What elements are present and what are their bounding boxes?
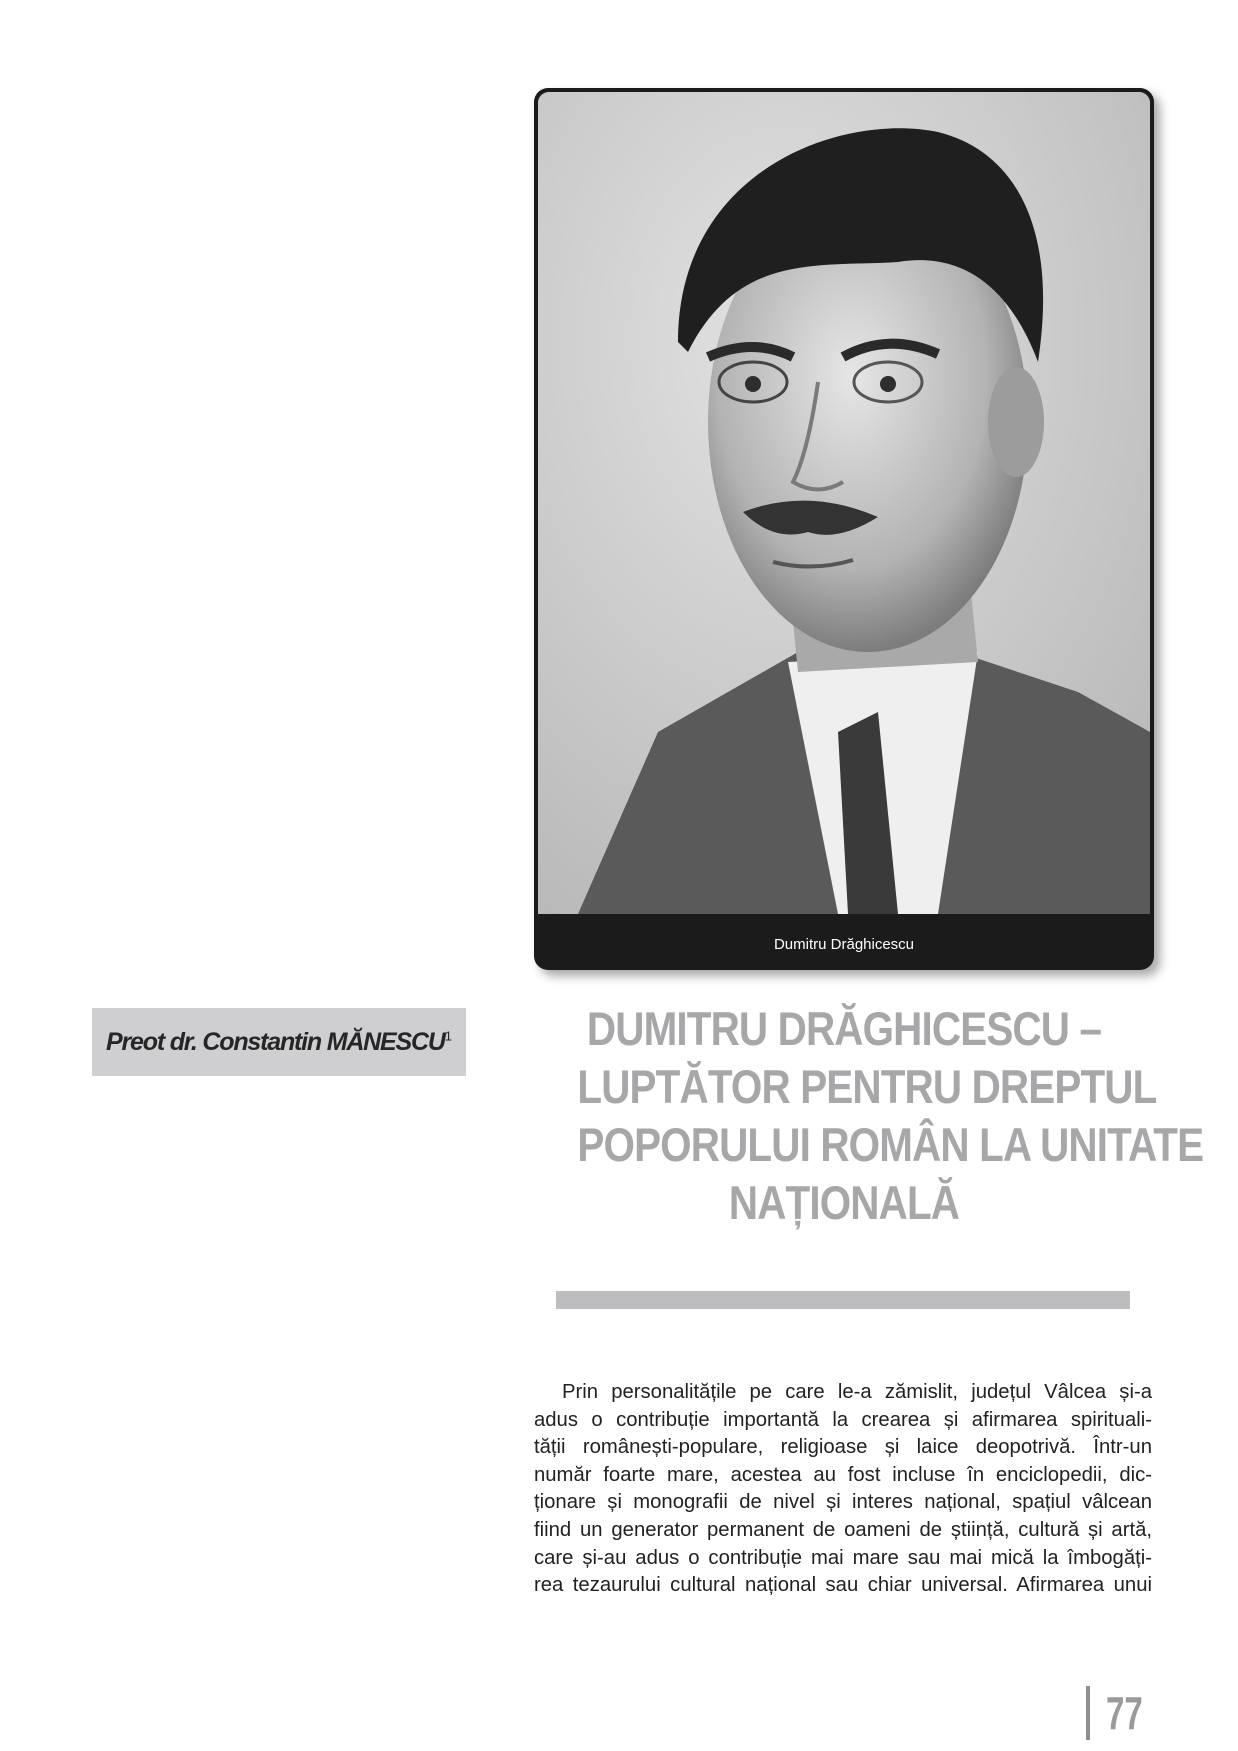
page-number-bar	[1086, 1686, 1090, 1740]
body-line: fiind un generator permanent de oameni de știință, cultură și artă,	[534, 1518, 1152, 1541]
title-line: NAȚIONALĂ	[728, 1176, 960, 1229]
body-line: care și-au adus o contribuție mai mare sau mai mică la îmbogăți-	[534, 1546, 1152, 1569]
author-name: Preot dr. Constantin MĂNESCU$^1$	[106, 1027, 452, 1056]
body-paragraph	[534, 1379, 1152, 1600]
body-line: Prin personalitățile pe care le-a zămislit, județul Vâlcea și-a	[562, 1381, 1152, 1403]
portrait-photo	[538, 92, 1150, 914]
body-line: ționare și monografii de nivel și interes național, spațiul vâlcean	[534, 1491, 1152, 1514]
author-box	[92, 1008, 466, 1076]
article-title	[577, 1000, 1204, 1232]
photo-frame	[534, 88, 1154, 970]
page-number	[1086, 1686, 1157, 1740]
photo-caption: Dumitru Drăghicescu	[773, 935, 915, 953]
footnote-marker[interactable]: 1	[444, 1028, 452, 1044]
body-line: adus o contribuție importantă la crearea și afirmarea spirituali-	[534, 1408, 1152, 1431]
title-divider	[556, 1291, 1130, 1309]
title-line: DUMITRU DRĂGHICESCU –	[586, 1002, 1102, 1055]
body-line: număr foarte mare, acestea au fost incluse în enciclopedii, dic-	[534, 1463, 1152, 1486]
page-number-text: 77	[1106, 1687, 1143, 1739]
title-line: LUPTĂTOR PENTRU DREPTUL	[577, 1060, 1157, 1113]
title-line: POPORULUI ROMÂN LA UNITATE	[577, 1118, 1204, 1171]
body-line: rea tezaurului cultural național sau chiar universal. Afirmarea unui	[534, 1574, 1152, 1597]
body-line: tății românești-populare, religioase și laice deopotrivă. Într-un	[534, 1436, 1152, 1459]
